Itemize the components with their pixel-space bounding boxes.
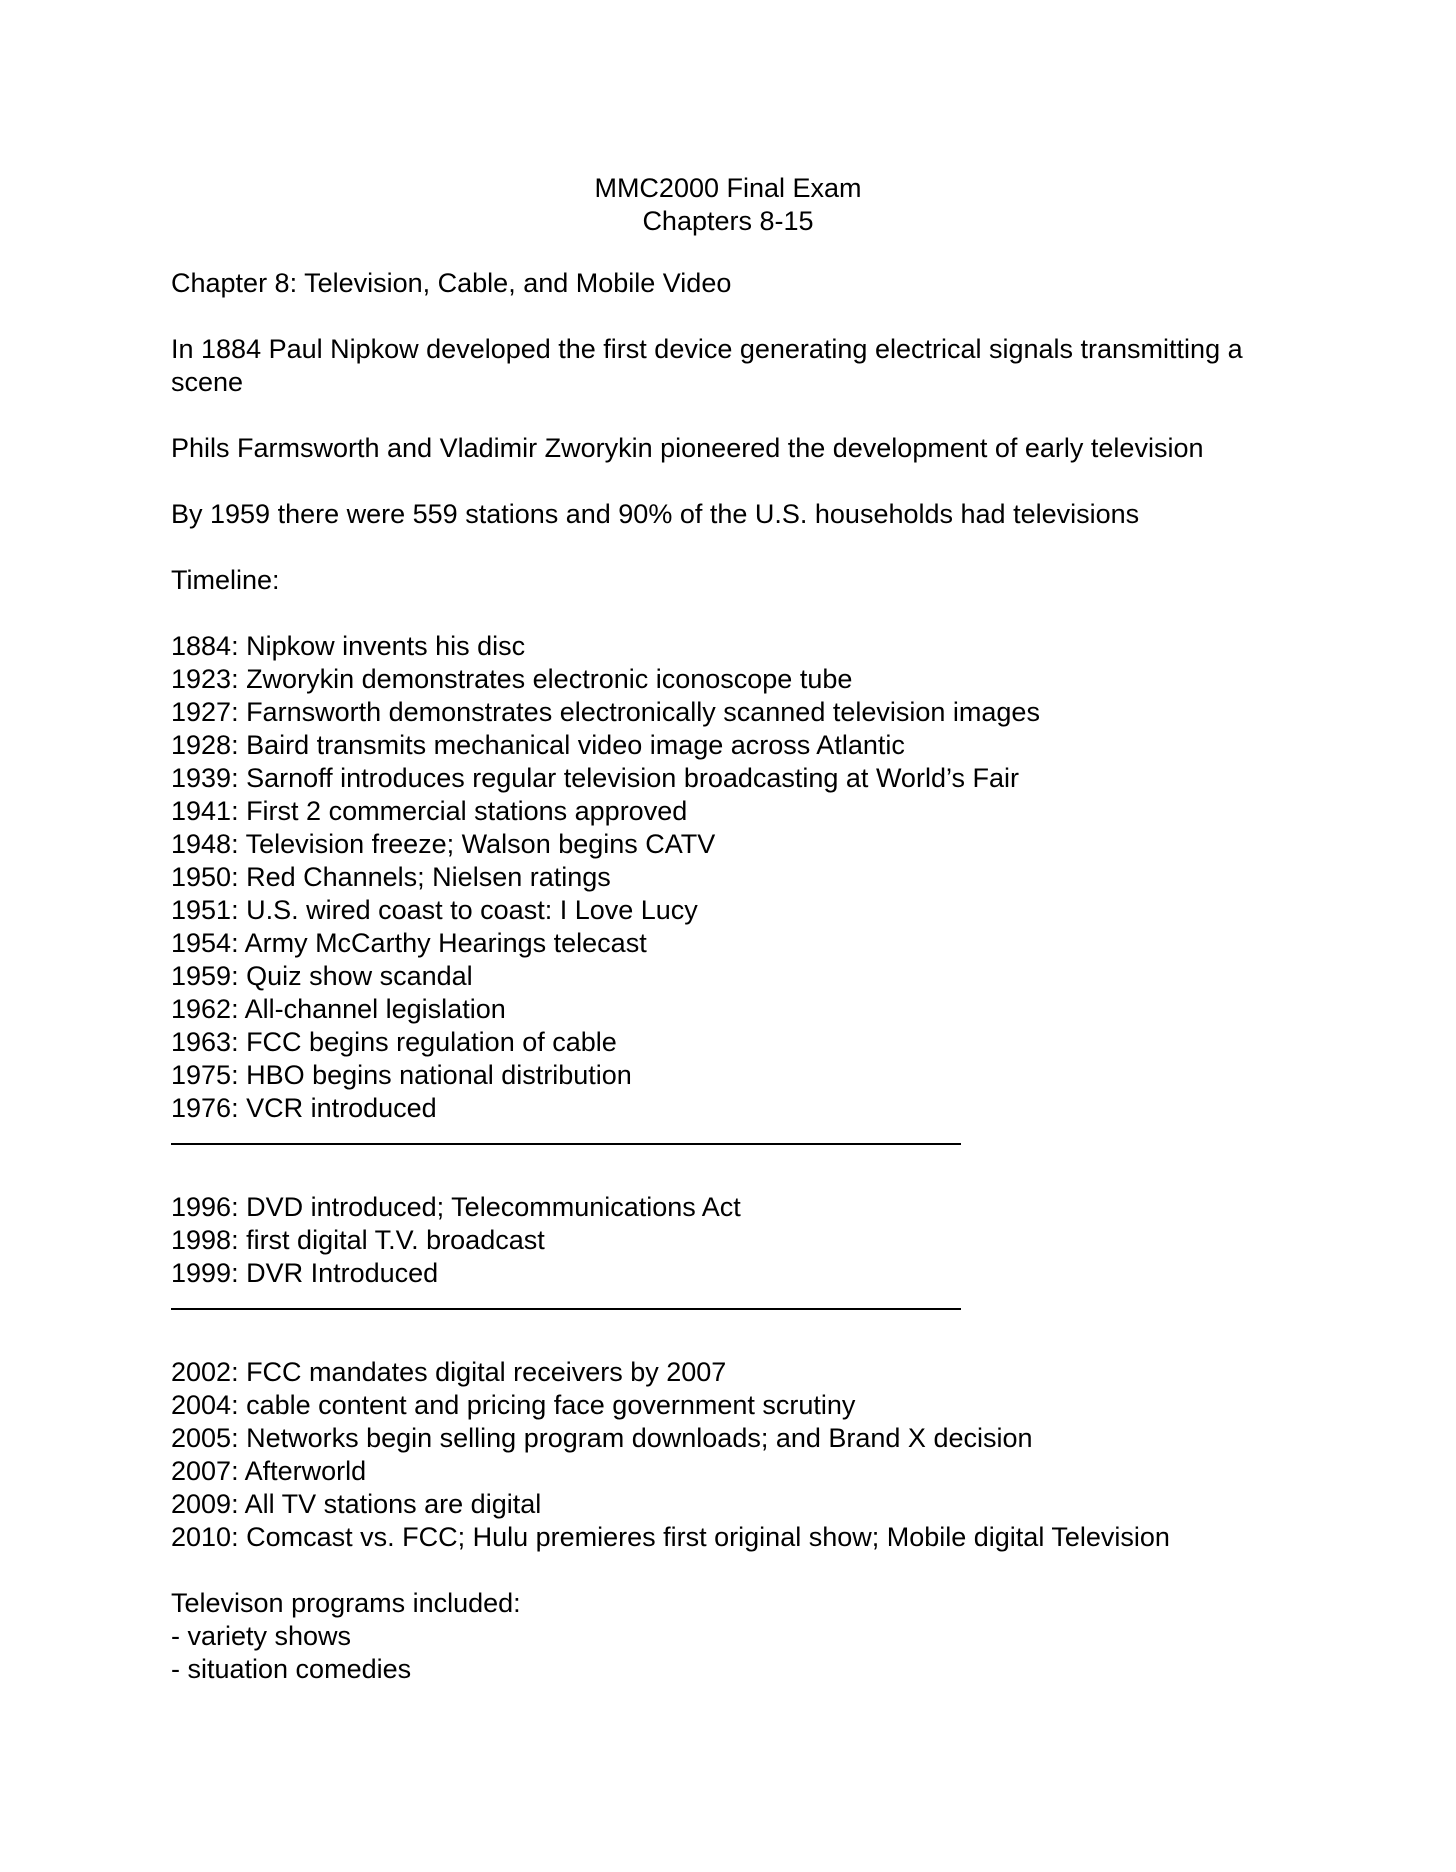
timeline-entry: 1928: Baird transmits mechanical video image across Atlantic [171,730,905,760]
timeline-entry: 1951: U.S. wired coast to coast: I Love Lucy [171,895,698,925]
timeline-entry: 1963: FCC begins regulation of cable [171,1027,617,1057]
timeline-entry: 1976: VCR introduced [171,1093,437,1123]
timeline-entry: 1996: DVD introduced; Telecommunications Act [171,1192,741,1222]
horizontal-rule [171,1143,961,1145]
paragraph: By 1959 there were 559 stations and 90% of the U.S. households had televisions [171,499,1140,529]
timeline-entry: 2004: cable content and pricing face government scrutiny [171,1390,856,1420]
timeline-entry: 1923: Zworykin demonstrates electronic iconoscope tube [171,664,853,694]
timeline-entry: 2007: Afterworld [171,1456,367,1486]
timeline-group-3 [171,1356,1301,1554]
timeline-entry: 1959: Quiz show scandal [171,961,473,991]
timeline-group-1 [171,630,1301,1125]
timeline-entry: 1884: Nipkow invents his disc [171,631,526,661]
timeline-entry: 2005: Networks begin selling program downloads; and Brand X decision [171,1423,1033,1453]
paragraph: Phils Farmsworth and Vladimir Zworykin pioneered the development of early television [171,433,1204,463]
timeline-entry: 1999: DVR Introduced [171,1258,439,1288]
document-subtitle: Chapters 8-15 [642,206,814,236]
timeline-label: Timeline: [171,565,280,595]
timeline-entry: 2010: Comcast vs. FCC; Hulu premieres first original show; Mobile digital Television [171,1522,1170,1552]
timeline-entry: 1975: HBO begins national distribution [171,1060,632,1090]
document-header [0,172,1456,238]
timeline-entry: 2002: FCC mandates digital receivers by 2007 [171,1357,727,1387]
program-item: - variety shows [171,1621,352,1651]
timeline-entry: 1948: Television freeze; Walson begins CATV [171,829,716,859]
timeline-entry: 1927: Farnsworth demonstrates electronically scanned television images [171,697,1040,727]
timeline-entry: 1941: First 2 commercial stations approved [171,796,688,826]
program-item: - situation comedies [171,1654,412,1684]
timeline-entry: 1962: All-channel legislation [171,994,506,1024]
programs-label: Televison programs included: [171,1588,521,1618]
document-title: MMC2000 Final Exam [594,173,862,203]
timeline-entry: 1998: first digital T.V. broadcast [171,1225,545,1255]
document-body [171,267,1301,1719]
horizontal-rule [171,1308,961,1310]
programs-section [171,1587,1301,1686]
timeline-entry: 2009: All TV stations are digital [171,1489,542,1519]
timeline-entry: 1954: Army McCarthy Hearings telecast [171,928,647,958]
paragraph: In 1884 Paul Nipkow developed the first device generating electrical signals transmitting a scene [171,334,1243,397]
timeline-entry: 1939: Sarnoff introduces regular television broadcasting at World’s Fair [171,763,1019,793]
timeline-entry: 1950: Red Channels; Nielsen ratings [171,862,611,892]
chapter-heading: Chapter 8: Television, Cable, and Mobile Video [171,268,732,298]
timeline-group-2 [171,1191,1301,1290]
